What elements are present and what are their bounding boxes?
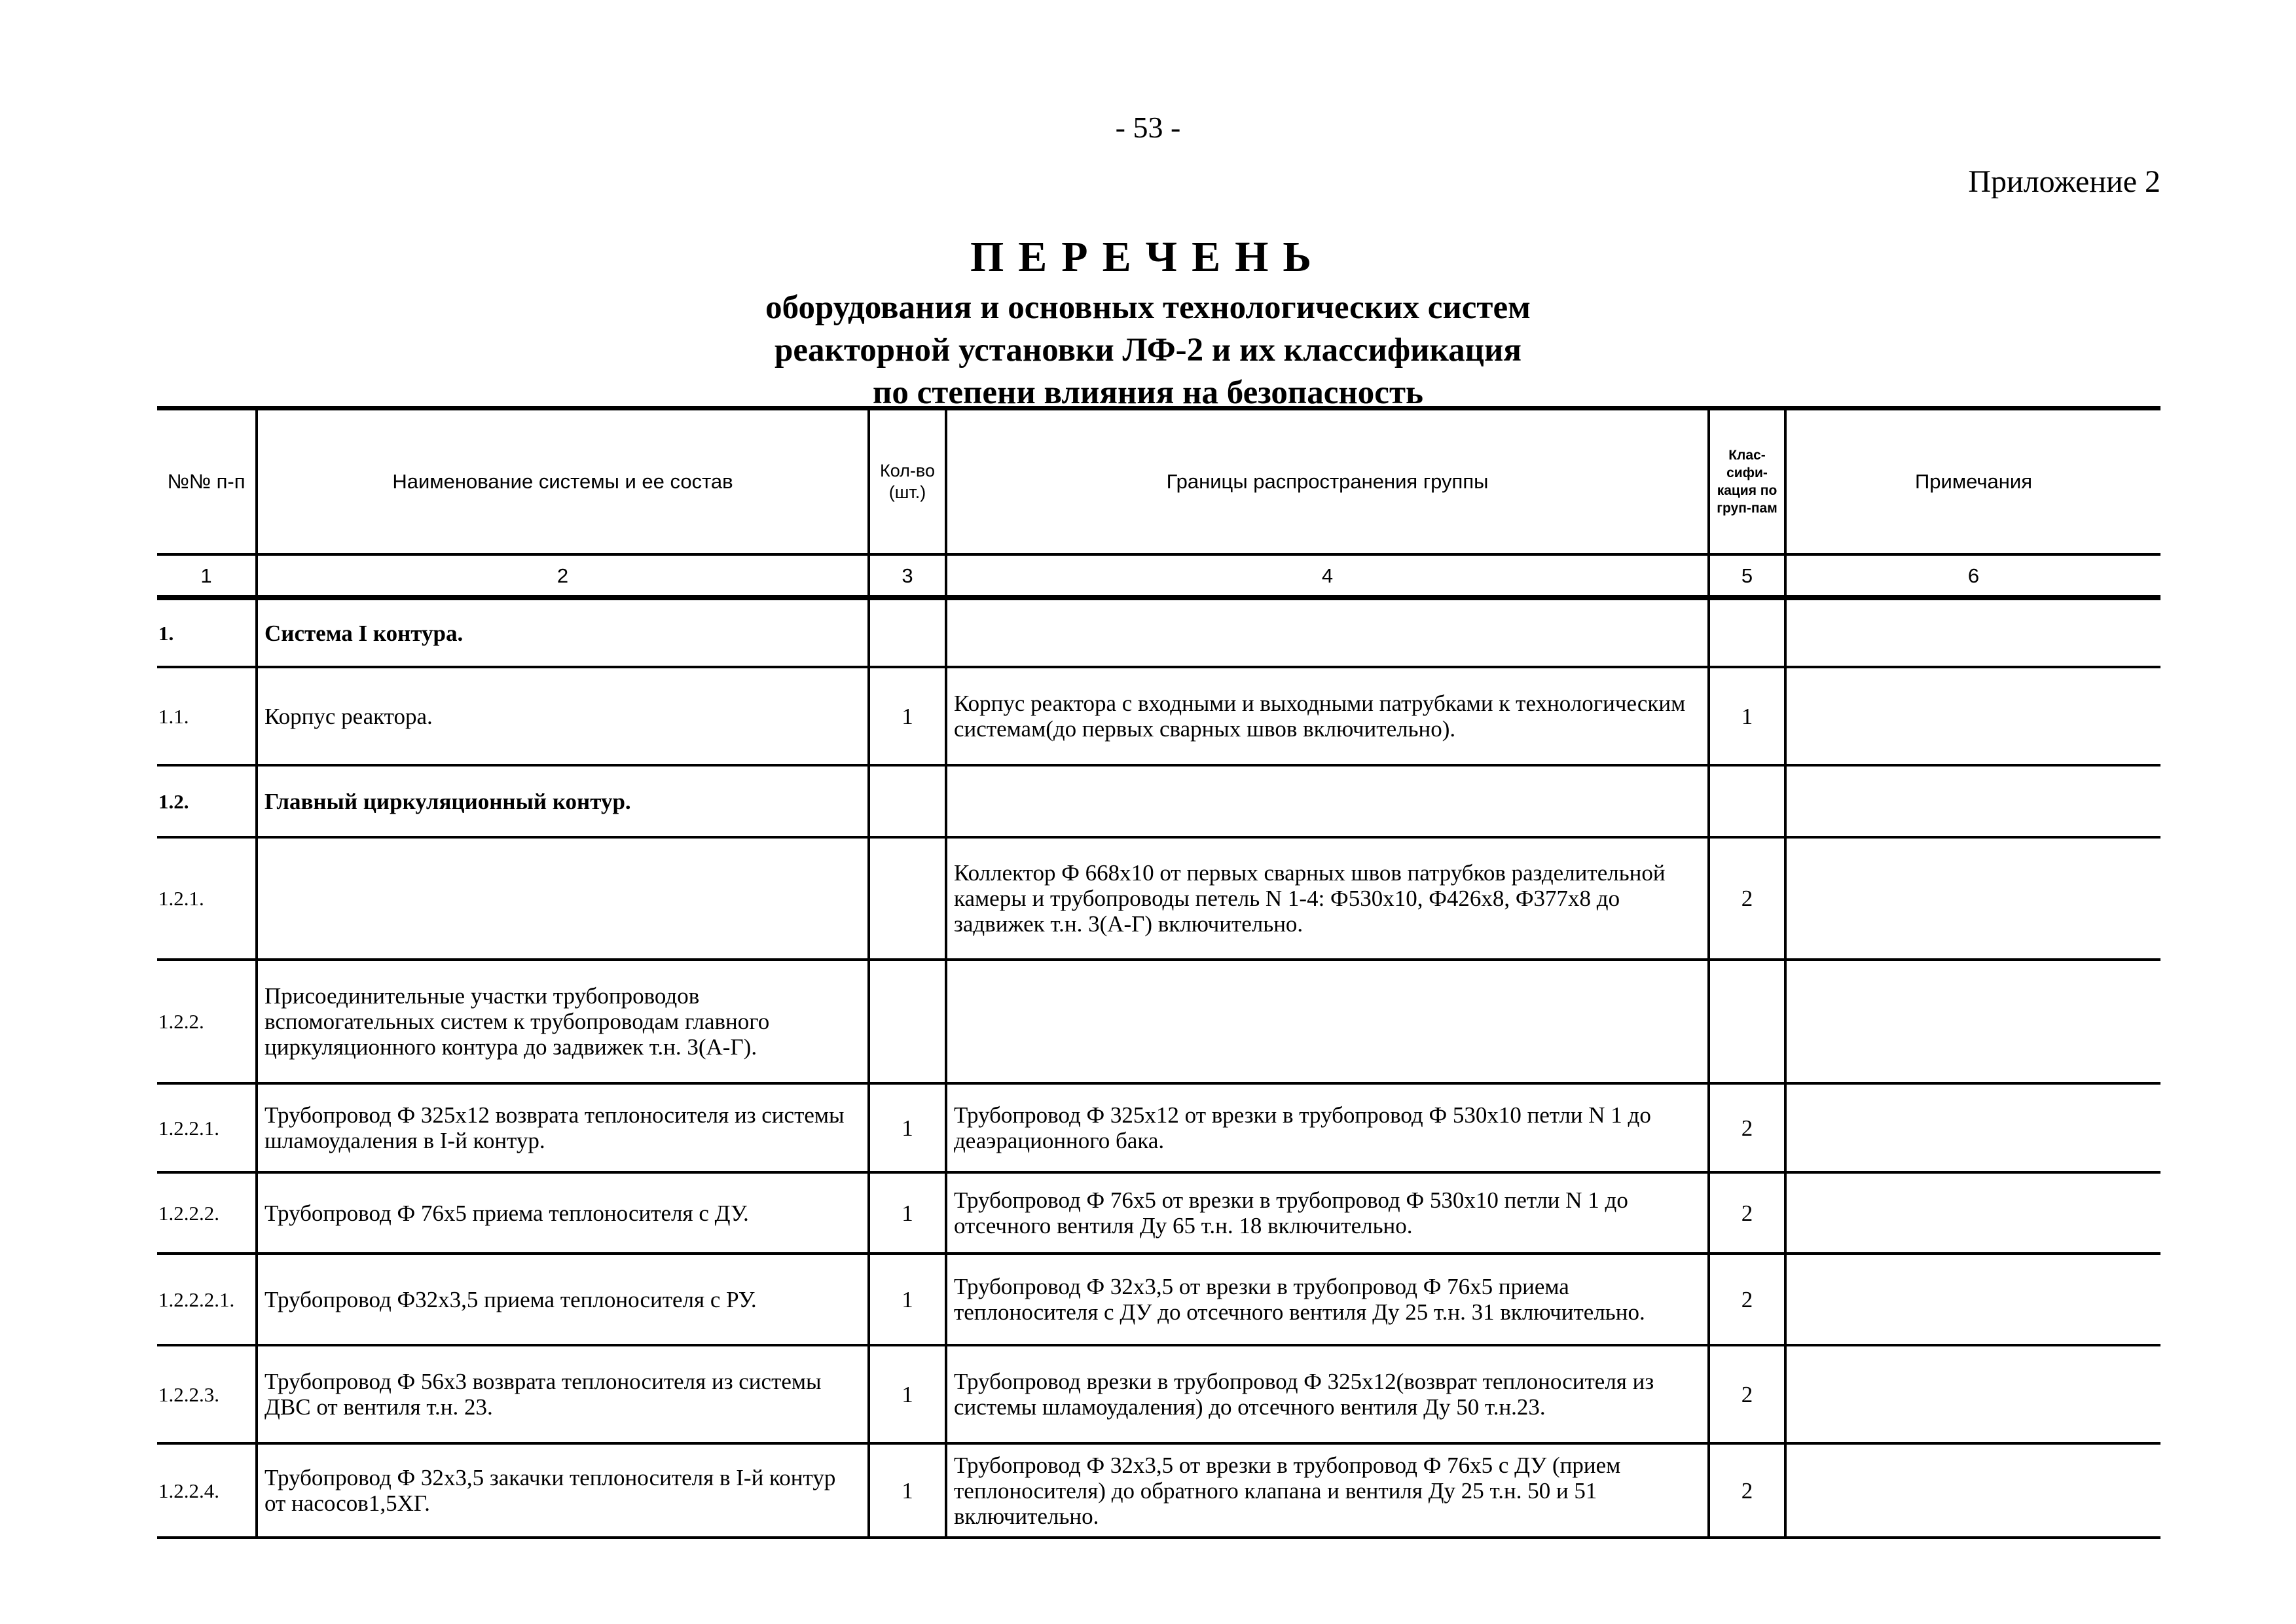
row-qty: 1: [869, 1443, 946, 1538]
row-notes: [1785, 960, 2160, 1083]
row-bounds: Трубопровод врезки в трубопровод Ф 325х12(возврат теплоносителя из системы шламоудаления) до отсечного вентиля Ду 50 т.н.23.: [946, 1345, 1709, 1443]
row-class: 1: [1709, 667, 1785, 765]
row-class: 2: [1709, 1345, 1785, 1443]
row-bounds: Корпус реактора с входными и выходными патрубками к технологическим системам(до первых сварных швов включительно).: [946, 667, 1709, 765]
row-notes: [1785, 837, 2160, 960]
row-bounds: [946, 960, 1709, 1083]
row-class: 2: [1709, 1254, 1785, 1345]
row-notes: [1785, 765, 2160, 837]
row-name: Присоединительные участки трубопроводов вспомогательных систем к трубопроводам главного циркуляционного контура до задвижек т.н. 3(А-Г).: [257, 960, 869, 1083]
row-notes: [1785, 667, 2160, 765]
row-bounds: [946, 765, 1709, 837]
column-number-row: [157, 554, 2160, 598]
row-class: [1709, 765, 1785, 837]
row-qty: 1: [869, 1345, 946, 1443]
row-qty: 1: [869, 1254, 946, 1345]
table-row: [157, 765, 2160, 837]
column-number: 3: [869, 554, 946, 598]
row-number: 1.: [157, 598, 257, 667]
row-number: 1.2.2.4.: [157, 1443, 257, 1538]
subtitle-line: реакторной установки ЛФ-2 и их классификация: [774, 332, 1522, 369]
table-header-row: [157, 408, 2160, 555]
document-subtitle: [0, 287, 2296, 414]
column-number: 5: [1709, 554, 1785, 598]
row-qty: [869, 837, 946, 960]
row-bounds: [946, 598, 1709, 667]
header-class: Клас-сифи-кация по груп-пам: [1709, 408, 1785, 555]
row-notes: [1785, 598, 2160, 667]
row-bounds: Коллектор Ф 668х10 от первых сварных швов патрубков разделительной камеры и трубопроводы петель N 1-4: Ф530х10, Ф426х8, Ф377х8 до задвижек т.н. 3(А-Г) включительно.: [946, 837, 1709, 960]
row-name: Главный циркуляционный контур.: [257, 765, 869, 837]
row-qty: 1: [869, 1083, 946, 1172]
table-row: [157, 598, 2160, 667]
document-title: ПЕРЕЧЕНЬ: [970, 233, 1326, 281]
row-number: 1.2.2.1.: [157, 1083, 257, 1172]
table-row: [157, 1083, 2160, 1172]
row-notes: [1785, 1254, 2160, 1345]
table-row: [157, 1345, 2160, 1443]
row-class: 2: [1709, 1443, 1785, 1538]
table-row: [157, 960, 2160, 1083]
column-number: 1: [157, 554, 257, 598]
table-row: [157, 1254, 2160, 1345]
equipment-classification-table: [157, 406, 2160, 1539]
row-bounds: Трубопровод Ф 76х5 от врезки в трубопровод Ф 530х10 петли N 1 до отсечного вентиля Ду 65 т.н. 18 включительно.: [946, 1172, 1709, 1254]
row-class: 2: [1709, 837, 1785, 960]
row-number: 1.2.2.2.: [157, 1172, 257, 1254]
row-notes: [1785, 1345, 2160, 1443]
row-name: Трубопровод Ф 56х3 возврата теплоносителя из системы ДВС от вентиля т.н. 23.: [257, 1345, 869, 1443]
row-qty: 1: [869, 667, 946, 765]
row-qty: 1: [869, 1172, 946, 1254]
row-qty: [869, 960, 946, 1083]
row-qty: [869, 598, 946, 667]
row-class: 2: [1709, 1083, 1785, 1172]
column-number: 2: [257, 554, 869, 598]
header-notes: Примечания: [1785, 408, 2160, 555]
row-number: 1.2.: [157, 765, 257, 837]
row-number: 1.2.2.2.1.: [157, 1254, 257, 1345]
row-bounds: Трубопровод Ф 325х12 от врезки в трубопровод Ф 530х10 петли N 1 до деаэрационного бака.: [946, 1083, 1709, 1172]
row-name: Трубопровод Ф 325х12 возврата теплоносителя из системы шламоудаления в I-й контур.: [257, 1083, 869, 1172]
row-name: Корпус реактора.: [257, 667, 869, 765]
table-row: [157, 837, 2160, 960]
header-bounds: Границы распространения группы: [946, 408, 1709, 555]
column-number: 4: [946, 554, 1709, 598]
row-name: Система I контура.: [257, 598, 869, 667]
row-name: [257, 837, 869, 960]
row-number: 1.2.1.: [157, 837, 257, 960]
row-bounds: Трубопровод Ф 32х3,5 от врезки в трубопровод Ф 76х5 приема теплоносителя с ДУ до отсечного вентиля Ду 25 т.н. 31 включительно.: [946, 1254, 1709, 1345]
row-class: [1709, 960, 1785, 1083]
table-row: [157, 667, 2160, 765]
row-name: Трубопровод Ф 32х3,5 закачки теплоносителя в I-й контур от насосов1,5ХГ.: [257, 1443, 869, 1538]
row-notes: [1785, 1083, 2160, 1172]
subtitle-line: оборудования и основных технологических систем: [765, 289, 1531, 326]
header-num: №№ п-п: [157, 408, 257, 555]
header-qty: Кол-во (шт.): [869, 408, 946, 555]
row-number: 1.1.: [157, 667, 257, 765]
equipment-table-wrapper: [157, 406, 2160, 1539]
subtitle-line: по степени влияния на безопасность: [873, 374, 1423, 411]
row-bounds: Трубопровод Ф 32х3,5 от врезки в трубопровод Ф 76х5 с ДУ (прием теплоносителя) до обратного клапана и вентиля Ду 25 т.н. 50 и 51 включительно.: [946, 1443, 1709, 1538]
page-number: - 53 -: [1115, 111, 1181, 144]
column-number: 6: [1785, 554, 2160, 598]
row-notes: [1785, 1172, 2160, 1254]
header-name: Наименование системы и ее состав: [257, 408, 869, 555]
row-qty: [869, 765, 946, 837]
row-notes: [1785, 1443, 2160, 1538]
row-name: Трубопровод Ф 76х5 приема теплоносителя с ДУ.: [257, 1172, 869, 1254]
table-row: [157, 1172, 2160, 1254]
row-class: [1709, 598, 1785, 667]
row-number: 1.2.2.: [157, 960, 257, 1083]
appendix-label: Приложение 2: [1968, 164, 2160, 199]
row-number: 1.2.2.3.: [157, 1345, 257, 1443]
row-class: 2: [1709, 1172, 1785, 1254]
table-row: [157, 1443, 2160, 1538]
row-name: Трубопровод Ф32х3,5 приема теплоносителя с РУ.: [257, 1254, 869, 1345]
